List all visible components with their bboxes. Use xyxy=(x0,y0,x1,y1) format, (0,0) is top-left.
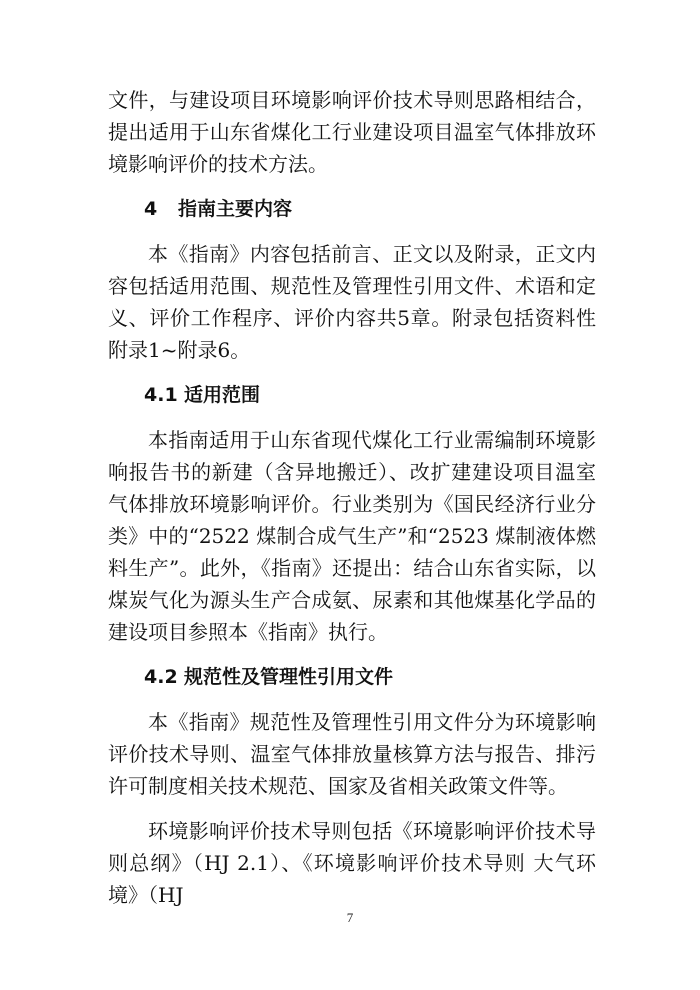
section-heading-4-2 xyxy=(108,661,596,693)
paragraph-references-overview: 本《指南》规范性及管理性引用文件分为环境影响评价技术导则、温室气体排放量核算方法与报告、排污许可制度相关技术规范、国家及省相关政策文件等。 xyxy=(108,710,596,798)
section-title: 规范性及管理性引用文件 xyxy=(184,666,394,688)
paragraph-intro-continued: 文件，与建设项目环境影响评价技术导则思路相结合，提出适用于山东省煤化工行业建设项目温室气体排放环境影响评价的技术方法。 xyxy=(108,88,596,176)
paragraph-scope: 本指南适用于山东省现代煤化工行业需编制环境影响报告书的新建（含异地搬迁）、改扩建建设项目温室气体排放环境影响评价。行业类别为《国民经济行业分类》中的“2522 煤制合成气生产”和“2523 煤制液体燃料生产”。此外，《指南》还提出：结合山东省实际，以煤炭气化为源头生产合成氨、尿素和其他煤基化学品的建设项目参照本《指南》执行。 xyxy=(108,428,596,644)
section-heading-4-1 xyxy=(108,379,596,411)
section-number: 4 xyxy=(144,198,158,220)
paragraph-guide-contents: 本《指南》内容包括前言、正文以及附录，正文内容包括适用范围、规范性及管理性引用文件、术语和定义、评价工作程序、评价内容共5章。附录包括资料性附录1~附录6。 xyxy=(108,242,596,362)
section-title: 适用范围 xyxy=(184,384,261,406)
section-number: 4.2 xyxy=(144,666,178,688)
section-title: 指南主要内容 xyxy=(178,198,293,220)
section-heading-4 xyxy=(108,193,596,225)
page-content xyxy=(108,84,596,924)
section-number: 4.1 xyxy=(144,384,178,406)
paragraph-eia-guidelines: 环境影响评价技术导则包括《环境影响评价技术导则总纲》（HJ 2.1）、《环境影响评价技术导则 大气环境》（HJ xyxy=(108,819,596,907)
page-number: 7 xyxy=(346,910,354,925)
